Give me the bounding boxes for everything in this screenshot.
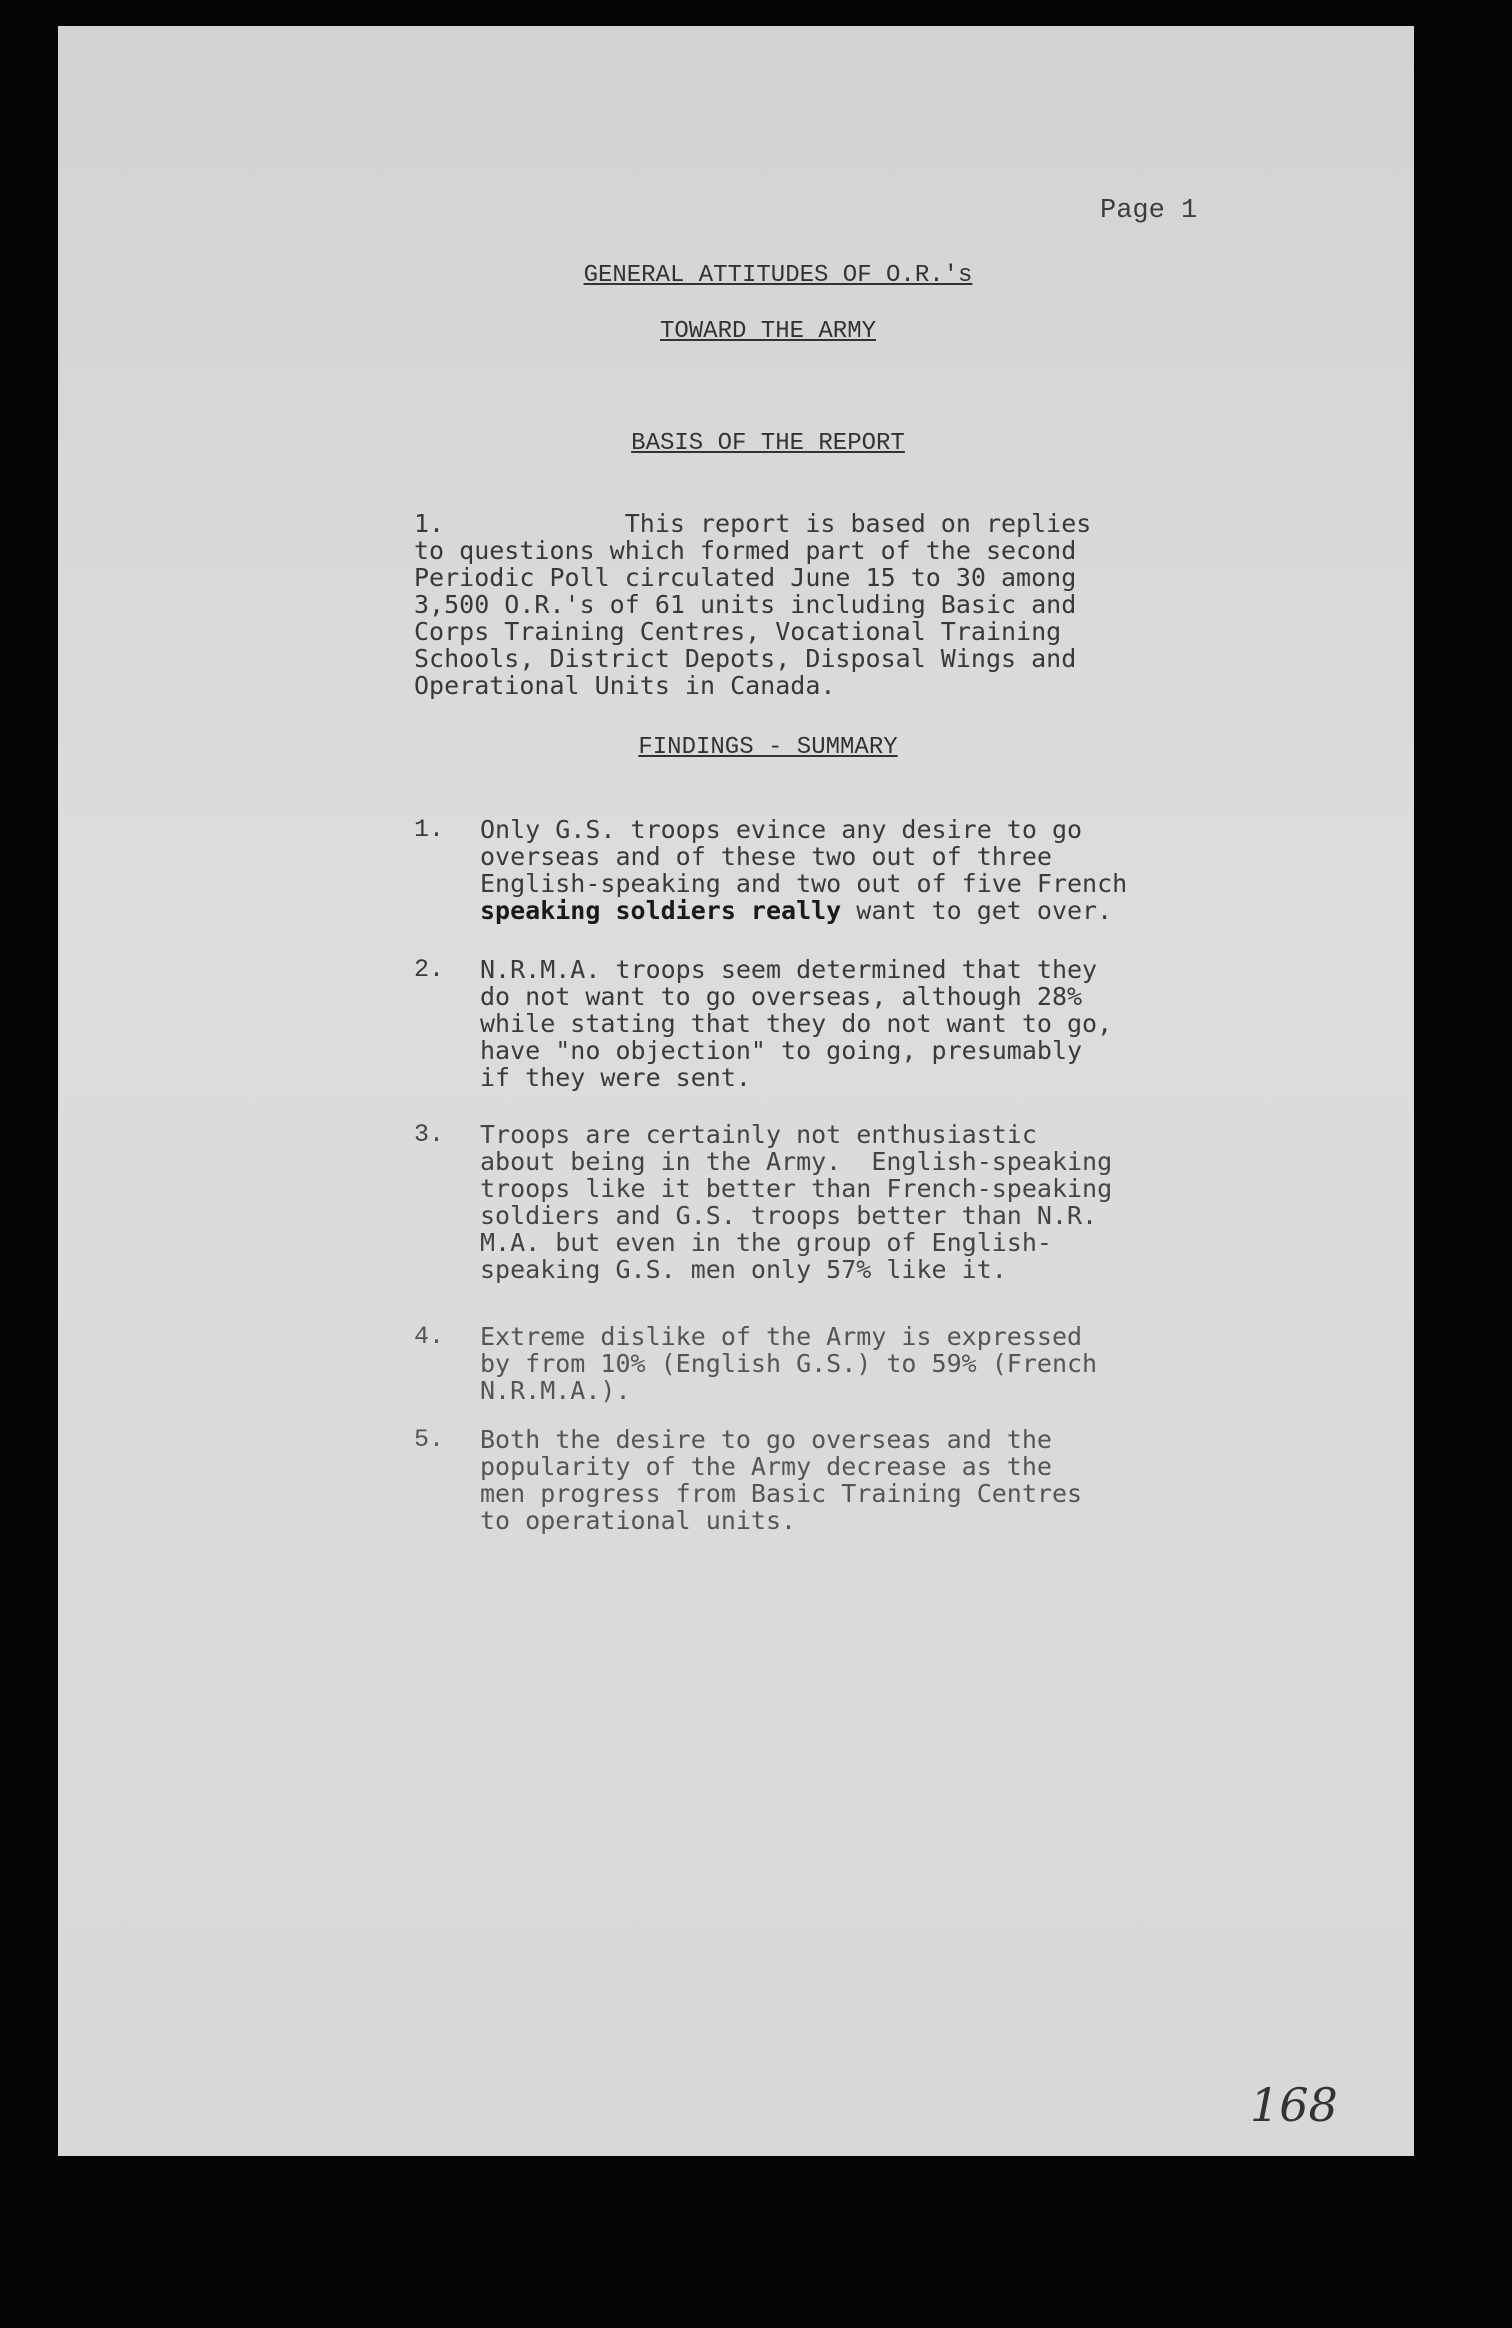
finding-number: 1. bbox=[414, 815, 445, 844]
finding-text bbox=[480, 816, 1220, 924]
finding-number: 3. bbox=[414, 1120, 445, 1149]
section-findings-heading: FINDINGS - SUMMARY bbox=[638, 734, 898, 761]
finding-text-bold: speaking soldiers really bbox=[480, 896, 842, 925]
title-line-1: GENERAL ATTITUDES OF O.R.'s bbox=[583, 262, 973, 289]
finding-text-part: want to get over. bbox=[841, 896, 1113, 925]
basis-paragraph: 1. This report is based on replies to questions which formed part of the second Periodic Poll circulated June 15 to 30 among 3,500 O.R.'s of 61 units including Basic and Corps Training Centres, Vocational Training Schools, District Depots, Disposal Wings and Operational Units in Canada. bbox=[414, 509, 1092, 700]
finding-text: Troops are certainly not enthusiastic about being in the Army. English-speaking troops like it better than French-speaking soldiers and G.S. troops better than N.R. M.A. but even in the group of English- speaking G.S. men only 57% like it. bbox=[480, 1120, 1113, 1284]
finding-number: 2. bbox=[414, 955, 445, 984]
finding-number: 4. bbox=[414, 1322, 445, 1351]
finding-text: N.R.M.A. troops seem determined that they do not want to go overseas, although 28% while stating that they do not want to go, have "no objection" to going, presumably if they were sent. bbox=[480, 955, 1113, 1092]
finding-number: 5. bbox=[414, 1425, 445, 1454]
finding-text: Extreme dislike of the Army is expressed by from 10% (English G.S.) to 59% (French N.R.M.A.). bbox=[480, 1322, 1098, 1405]
handwritten-page-number: 168 bbox=[1250, 2078, 1338, 2132]
document-page bbox=[58, 26, 1414, 2156]
title-line-2: TOWARD THE ARMY bbox=[659, 318, 877, 345]
finding-text: Both the desire to go overseas and the popularity of the Army decrease as the men progress from Basic Training Centres to operational units. bbox=[480, 1425, 1083, 1535]
page-label: Page 1 bbox=[1100, 196, 1198, 226]
finding-text-part: Only G.S. troops evince any desire to go overseas and of these two out of three English-speaking and two out of five French bbox=[480, 815, 1128, 898]
section-basis-heading: BASIS OF THE REPORT bbox=[631, 430, 905, 457]
